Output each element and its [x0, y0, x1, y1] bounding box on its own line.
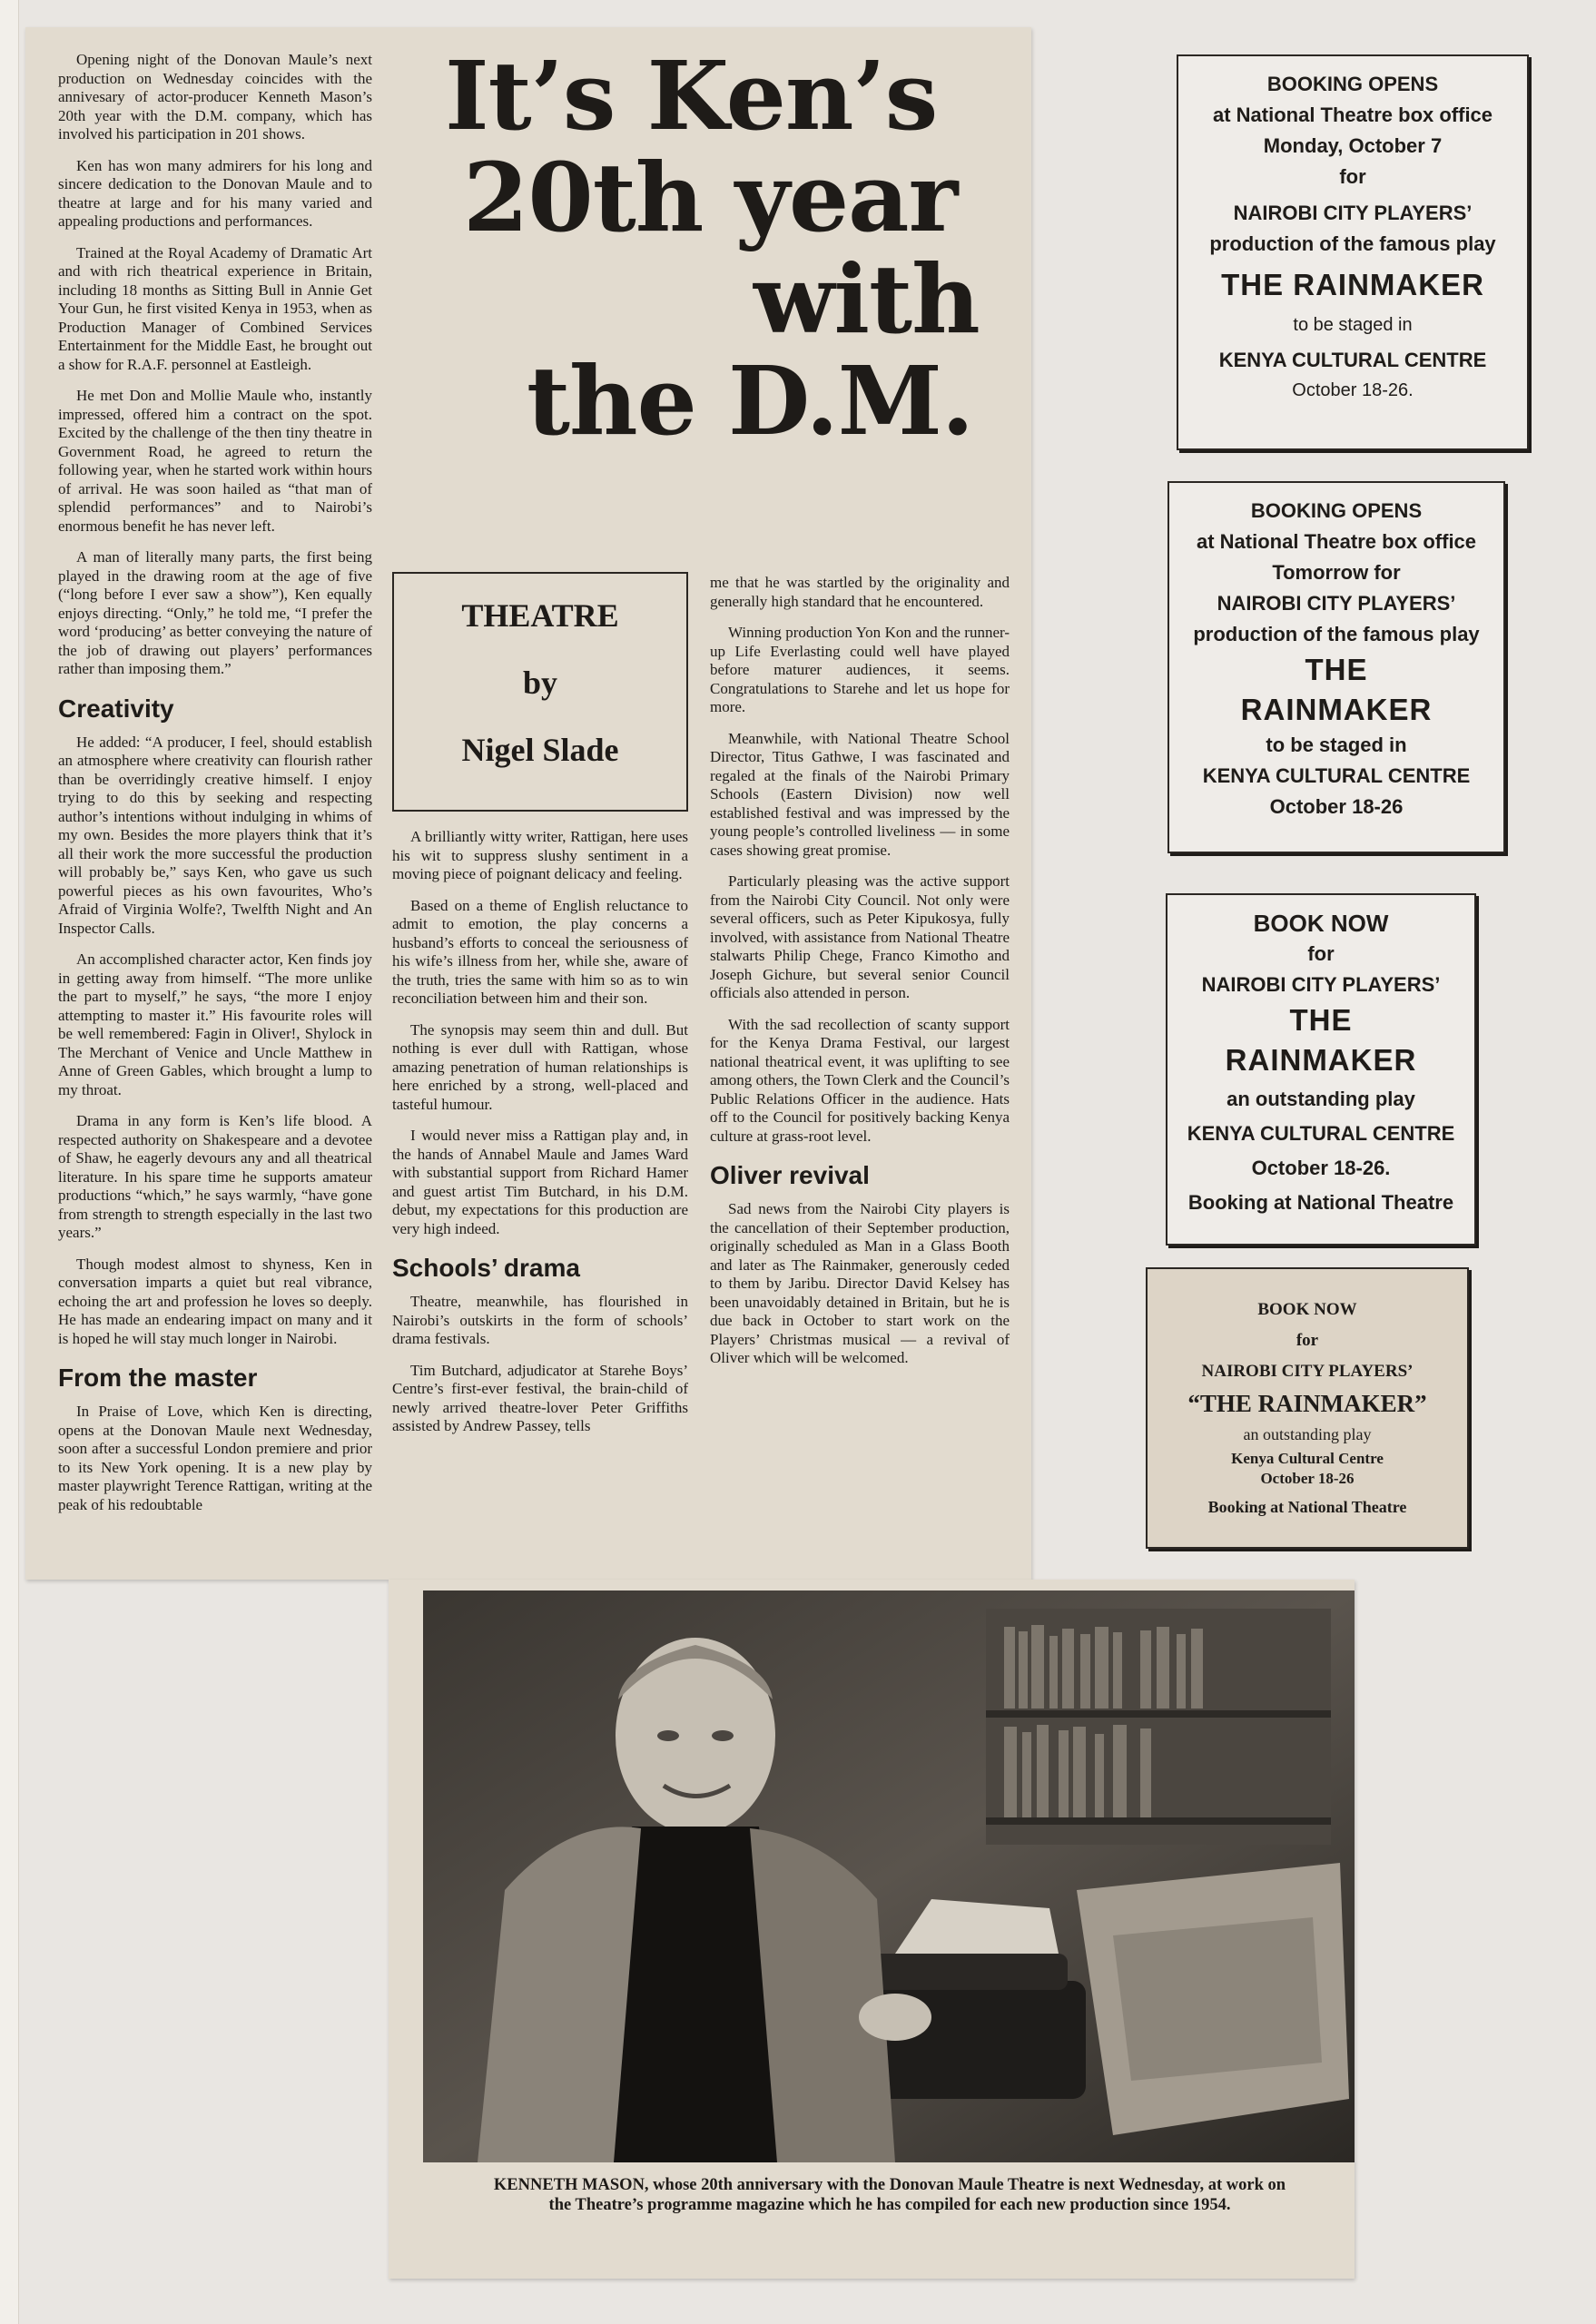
headline-line-3: with: [754, 243, 980, 355]
ad-line: to be staged in: [1293, 315, 1413, 335]
ad-line: Monday, October 7: [1263, 134, 1443, 157]
subheading-oliver-revival: Oliver revival: [710, 1161, 870, 1189]
ad-title: THE: [1305, 653, 1368, 686]
paragraph: Opening night of the Donovan Maule’s next production on Wednesday coincides with the annivesary of actor-producer Kenneth Mason’s 20th year with the D.M. company, which has involved his participation in 201 shows.: [58, 51, 372, 143]
ad-line: an outstanding play: [1227, 1088, 1415, 1110]
ad-line: production of the famous play: [1193, 623, 1480, 645]
ad-title: THE: [1289, 1003, 1353, 1037]
subheading-schools-drama: Schools’ drama: [392, 1254, 580, 1282]
paragraph: Based on a theme of English reluctance to admit to emotion, the play concerns a husband’s efforts to conceal the seriousness of his wife’s illness from her, while she, aware of the truth, tries the same with him so as to win reconciliation between him and their son.: [392, 896, 688, 1007]
paragraph: Theatre, meanwhile, has flourished in Nairobi’s outskirts in the form of schools’ drama festivals.: [392, 1293, 688, 1347]
album-page-edge: [0, 0, 19, 2324]
paragraph: Particularly pleasing was the active support from the Nairobi City Council. Not only were several officers, such as Peter Kipukosya, fully involved, with assistance from National Theatre stalwarts Philip Chege, Franco Kimotho and Joseph Gichure, but several senior Council officials also attended in person.: [710, 872, 1010, 1001]
ad-line: October 18-26: [1260, 1470, 1355, 1487]
ad-line: Tomorrow for: [1272, 561, 1401, 584]
ad-title: “THE RAINMAKER”: [1187, 1390, 1427, 1417]
photo-illustration: [423, 1590, 1355, 2162]
subheading-creativity: Creativity: [58, 694, 174, 723]
article-column-1: [58, 51, 372, 1527]
ad-line: KENYA CULTURAL CENTRE: [1218, 349, 1487, 371]
advert-book-now-large: [1166, 893, 1476, 1246]
ad-line: for: [1296, 1331, 1319, 1350]
paragraph: I would never miss a Rattigan play and, in the hands of Annabel Maule and James Ward with substantial support from Richard Hamer and guest artist Tim Butchard, in his D.M. debut, my expectations for this production are very high indeed.: [392, 1127, 688, 1237]
ad-line: BOOK NOW: [1257, 1300, 1357, 1319]
photo-caption: KENNETH MASON, whose 20th anniversary with the Donovan Maule Theatre is next Wednesday, at work on the Theatre’s programme magazine which he has compiled for each new production since 1954.: [493, 2176, 1286, 2214]
headline-line-1: It’s Ken’s: [445, 40, 938, 152]
ad-line: BOOKING OPENS: [1250, 499, 1423, 522]
ad-line: NAIROBI CITY PLAYERS’: [1217, 592, 1456, 615]
subheading-from-the-master: From the master: [58, 1364, 258, 1392]
ad-line: for: [1307, 942, 1335, 965]
ad-line: NAIROBI CITY PLAYERS’: [1233, 202, 1473, 224]
section-label: THEATRE: [461, 597, 619, 634]
ad-line: to be staged in: [1266, 734, 1407, 756]
article-column-3: [710, 574, 1010, 1381]
ad-line: for: [1339, 165, 1366, 188]
ad-line: KENYA CULTURAL CENTRE: [1187, 1122, 1455, 1145]
ad-title: RAINMAKER: [1240, 693, 1433, 726]
ad-title: THE RAINMAKER: [1221, 268, 1484, 301]
ad-line: BOOKING OPENS: [1266, 73, 1439, 95]
ad-line: at National Theatre box office: [1196, 530, 1477, 553]
ad-line: BOOK NOW: [1253, 910, 1389, 937]
byline-box: [392, 572, 688, 812]
paragraph: A man of literally many parts, the first being played in the drawing room at the age of five (“long before I ever saw a show”), Ken equally enjoys directing. “Only,” he told me, “I prefer the word ‘producing’ as better conveying the nature of the job of drawing out players’ performances rather than imposing them.”: [58, 548, 372, 677]
paragraph: With the sad recollection of scanty support for the Kenya Drama Festival, our largest national theatrical event, it was uplifting to see among others, the Town Clerk and the Council’s Public Relations Officer in the audience. Hats off to the Council for positively backing Kenya culture at grass-root level.: [710, 1015, 1010, 1145]
ad-title: RAINMAKER: [1225, 1043, 1417, 1077]
ad-line: production of the famous play: [1209, 232, 1496, 255]
paragraph: Tim Butchard, adjudicator at Starehe Boys’ Centre’s first-ever festival, the brain-child of newly arrived theatre-lover Peter Griffiths assisted by Andrew Passey, tells: [392, 1361, 688, 1434]
byline-by: by: [522, 665, 558, 701]
paragraph: Ken has won many admirers for his long and sincere dedication to the Donovan Maule and to theatre at large and for his many varied and appealing productions and performances.: [58, 156, 372, 230]
ad-line: KENYA CULTURAL CENTRE: [1202, 764, 1471, 787]
ad-line: October 18-26.: [1251, 1157, 1391, 1179]
article-column-2: [392, 828, 688, 1449]
headline-line-4: the D.M.: [527, 345, 974, 457]
ad-line: at National Theatre box office: [1212, 103, 1493, 126]
paragraph: Sad news from the Nairobi City players is the cancellation of their September production, originally scheduled as Man in a Glass Booth and later as The Rainmaker, generously ceded to them by Jaribu. Director David Kelsey has been unavoidably detained in Britain, but he is due back in October to start work on the Players’ Christmas musical — a revival of Oliver which will be welcomed.: [710, 1200, 1010, 1366]
ad-line: NAIROBI CITY PLAYERS’: [1201, 973, 1441, 996]
paragraph: Meanwhile, with National Theatre School Director, Titus Gathwe, I was fascinated and regaled at the finals of the Nairobi Primary Schools (Eastern Division) now well established festival and was impressed by the young people’s controlled liveliness — in some cases showing great promise.: [710, 729, 1010, 859]
photo-kenneth-mason: [423, 1590, 1355, 2162]
headline: [445, 40, 1026, 457]
advert-book-now-small: [1146, 1267, 1469, 1549]
ad-line: Booking at National Theatre: [1207, 1498, 1407, 1516]
paragraph: He added: “A producer, I feel, should establish an atmosphere where creativity can flourish rather than be overridingly creative himself. I enjoy trying to do this by seeking and respecting author’s intentions without indulging in whims of my own. Besides the more players think that it’s all their work the more successful the production will probably be,” says Ken, who gave us such powerful pieces as his own favourites, Who’s Afraid of Virginia Wolfe?, Twelfth Night and An Inspector Calls.: [58, 733, 372, 937]
headline-line-2: 20th year: [463, 142, 958, 253]
paragraph: Trained at the Royal Academy of Dramatic Art and with rich theatrical experience in Britain, including 18 months as Sitting Bull in Annie Get Your Gun, he first visited Kenya in 1953, when as Production Manager of Combined Services Entertainment for the Middle East, he brought out a show for R.A.F. personnel at Eastleigh.: [58, 243, 372, 373]
ad-line: an outstanding play: [1243, 1425, 1372, 1443]
ad-line: October 18-26: [1269, 795, 1404, 818]
paragraph: He met Don and Mollie Maule who, instantly impressed, offered him a contract on the spot. Excited by the challenge of the then tiny theatre in Government Road, he agreed to return the following year, when he started work within hours of arrival. He was soon hailed as “that man of splendid performances” and to Nairobi’s enormous benefit he has never left.: [58, 387, 372, 535]
ad-line: Booking at National Theatre: [1187, 1191, 1454, 1214]
paragraph: A brilliantly witty writer, Rattigan, here uses his wit to suppress slushy sentiment in a moving piece of poignant delicacy and feeling.: [392, 828, 688, 882]
paragraph: Drama in any form is Ken’s life blood. A respected authority on Shakespeare and a devotee of Shaw, he eagerly devours any and all theatrical literature. In his spare time he supports amateur productions “which,” he says warmly, “have gone from strength to strength especially in the last two years.”: [58, 1112, 372, 1241]
paragraph: Though modest almost to shyness, Ken in conversation imparts a quiet but real vibrance, echoing the art and profession he loves so deeply. He has made an endearing impact on many and it is hoped he will stay much longer in Nairobi.: [58, 1255, 372, 1347]
ad-line: October 18-26.: [1292, 380, 1414, 400]
ad-line: Kenya Cultural Centre: [1231, 1450, 1384, 1467]
advert-booking-opens-monday: [1177, 54, 1529, 450]
paragraph: The synopsis may seem thin and dull. But nothing is ever dull with Rattigan, whose amazing penetration of human relationships is here enriched by a strong, well-placed and tasteful humour.: [392, 1020, 688, 1113]
byline-author: Nigel Slade: [461, 732, 619, 768]
paragraph: In Praise of Love, which Ken is directing, opens at the Donovan Maule next Wednesday, soon after a successful London premiere and prior to its New York opening. It is a new play by master playwright Terence Rattigan, writing at the peak of his redoubtable: [58, 1403, 372, 1513]
paragraph: me that he was startled by the originality and generally high standard that he encountered.: [710, 574, 1010, 610]
paragraph: Winning production Yon Kon and the runner-up Life Everlasting could well have played before maturer audiences, it seems. Congratulations to Starehe and let us hope for more.: [710, 624, 1010, 715]
paragraph: An accomplished character actor, Ken finds joy in getting away from himself. “The more unlike the part to myself,” he says, “the more I enjoy attempting to master it.” His favourite roles will be well remembered: Fagin in Oliver!, Shylock in The Merchant of Venice and Uncle Matthew in Anne of Green Gables, which brought a lump to my throat.: [58, 950, 372, 1098]
ad-line: NAIROBI CITY PLAYERS’: [1201, 1362, 1414, 1381]
advert-booking-opens-tomorrow: [1167, 481, 1505, 853]
